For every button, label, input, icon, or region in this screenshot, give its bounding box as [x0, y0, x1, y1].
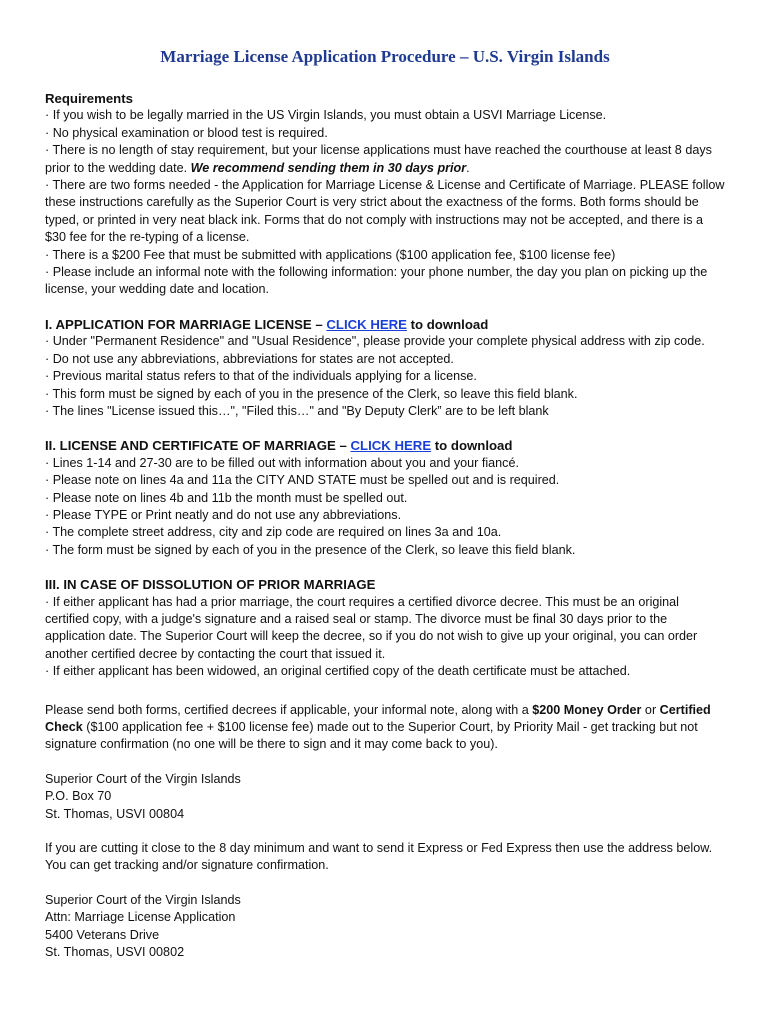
- document-page: [45, 46, 725, 961]
- requirements-section: [45, 90, 725, 299]
- heading-text: II. LICENSE AND CERTIFICATE OF MARRIAGE –: [45, 438, 351, 454]
- express-note: If you are cutting it close to the 8 day minimum and want to send it Express or Fed Express then use the address below. You can get tracking and/or signature confirmation.: [45, 841, 713, 873]
- heading-text: to download: [406, 316, 489, 332]
- certified-check-text: Certified Check: [45, 702, 711, 734]
- certificate-download-link[interactable]: CLICK HERE: [350, 438, 432, 454]
- list-item: · Please note on lines 4b and 11b the month must be spelled out.: [45, 490, 408, 505]
- list-item: · Please TYPE or Print neatly and do not use any abbreviations.: [45, 507, 402, 522]
- list-item: · This form must be signed by each of you in the presence of the Clerk, so leave this field blank.: [45, 386, 578, 401]
- address-line: Attn: Marriage License Application: [45, 910, 236, 925]
- address-line: St. Thomas, USVI 00804: [45, 806, 185, 821]
- application-download-link[interactable]: CLICK HERE: [326, 316, 407, 332]
- send-instructions: [45, 702, 725, 754]
- send-text: or: [641, 702, 660, 717]
- send-text: ($100 application fee + $100 license fee) made out to the Superior Court, by Priority Mail - get tracking but not signature confirmation (no one will be there to sign and it may come back to you).: [45, 720, 698, 752]
- stay-end: .: [466, 160, 470, 175]
- section-dissolution: [45, 576, 725, 680]
- list-item: · Please note on lines 4a and 11a the CITY AND STATE must be spelled out and is required.: [45, 473, 560, 488]
- section-dissolution-heading: III. IN CASE OF DISSOLUTION OF PRIOR MARRIAGE: [45, 577, 376, 593]
- requirement-item: · There are two forms needed - the Application for Marriage License & License and Certificate of Marriage. PLEASE follow these instructions carefully as the Superior Court is very strict about the exactness of the forms. Both forms should be typed, or printed in very neat black ink. Forms that do not comply with instructions may not be accepted, and there is a $30 fee for the re-typing of a license.: [45, 178, 725, 245]
- list-item: · Lines 1-14 and 27-30 are to be filled out with information about you and your fiancé.: [45, 455, 519, 470]
- stay-emphasis: We recommend sending them in 30 days prior: [190, 160, 467, 175]
- requirements-heading: Requirements: [45, 91, 133, 106]
- list-item: · If either applicant has had a prior marriage, the court requires a certified divorce decree. This must be an original certified copy, with a judge's signature and a raised seal or stamp. The divorce must be final 30 days prior to the application date. The Superior Court will keep the decree, so if you do not wish to give up your original, you can order another certified decree by contacting the court that issued it.: [45, 594, 698, 661]
- requirement-item: · If you wish to be legally married in the US Virgin Islands, you must obtain a USVI Marriage License.: [45, 108, 607, 123]
- mailing-address: [45, 771, 725, 823]
- list-item: · Under "Permanent Residence" and "Usual Residence", please provide your complete physical address with zip code.: [45, 334, 705, 349]
- requirement-item: · No physical examination or blood test is required.: [45, 125, 328, 140]
- list-item: · The form must be signed by each of you in the presence of the Clerk, so leave this field blank.: [45, 542, 576, 557]
- list-item: · Do not use any abbreviations, abbreviations for states are not accepted.: [45, 351, 454, 366]
- section-application: [45, 316, 725, 420]
- section-certificate: [45, 437, 725, 559]
- address-line: Superior Court of the Virgin Islands: [45, 771, 241, 786]
- address-line: Superior Court of the Virgin Islands: [45, 892, 241, 907]
- heading-text: to download: [431, 438, 513, 454]
- requirement-item: · Please include an informal note with the following information: your phone number, the day you plan on picking up the license, your wedding date and location.: [45, 265, 708, 297]
- address-line: 5400 Veterans Drive: [45, 927, 160, 942]
- address-line: P.O. Box 70: [45, 789, 112, 804]
- page-title: Marriage License Application Procedure – U.S. Virgin Islands: [160, 47, 610, 66]
- send-text: Please send both forms, certified decrees if applicable, your informal note, along with a: [45, 702, 533, 717]
- requirement-item-stay: [45, 142, 725, 177]
- list-item: · The lines "License issued this…", "Filed this…" and "By Deputy Clerk” are to be left blank: [45, 403, 549, 418]
- list-item: · The complete street address, city and zip code are required on lines 3a and 10a.: [45, 525, 502, 540]
- stay-text: · There is no length of stay requirement, but your license applications must have reached the courthouse at least 8 days prior to the wedding date.: [45, 143, 712, 175]
- requirement-item: · There is a $200 Fee that must be submitted with applications ($100 application fee, $100 license fee): [45, 247, 616, 262]
- express-address: [45, 892, 725, 962]
- section-certificate-heading: [45, 437, 725, 454]
- section-application-heading: [45, 316, 725, 333]
- list-item: · Previous marital status refers to that of the individuals applying for a license.: [45, 369, 477, 384]
- heading-text: I. APPLICATION FOR MARRIAGE LICENSE –: [45, 316, 327, 332]
- list-item: · If either applicant has been widowed, an original certified copy of the death certificate must be attached.: [45, 664, 631, 679]
- address-line: St. Thomas, USVI 00802: [45, 945, 185, 960]
- money-order-text: $200 Money Order: [532, 702, 642, 717]
